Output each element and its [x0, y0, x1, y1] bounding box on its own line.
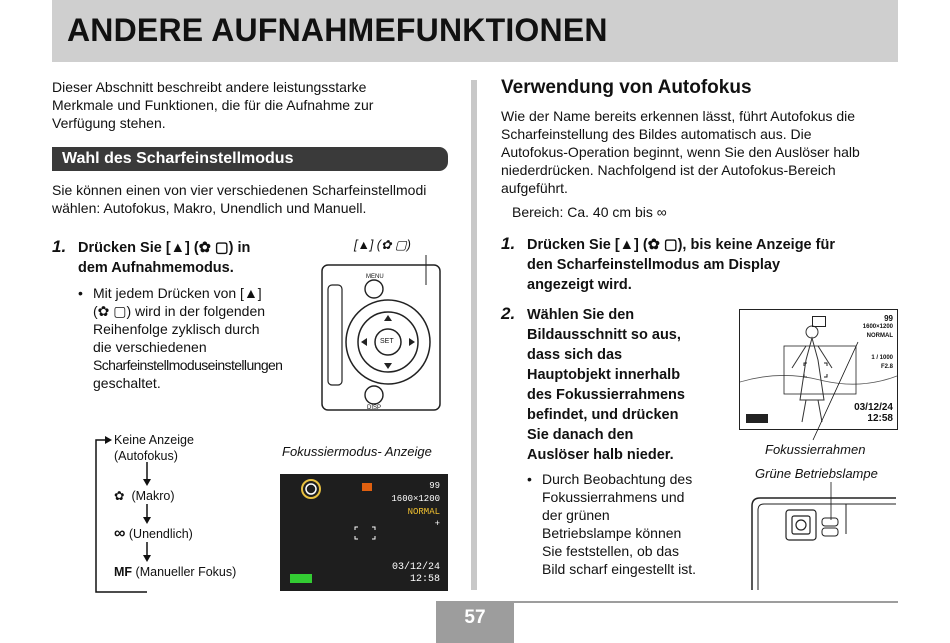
flow-label: Keine Anzeige: [114, 433, 194, 447]
left-intro: [52, 78, 373, 132]
step-text: [527, 305, 685, 465]
column-divider: [471, 80, 477, 590]
date: 03/12/24: [854, 402, 893, 413]
step-line: angezeigt wird.: [527, 277, 632, 293]
intro-line: aufgeführt.: [501, 180, 568, 196]
page-number: 57: [464, 607, 486, 628]
bullet-text: [542, 470, 696, 578]
bullet-dot: •: [527, 471, 532, 487]
time: 12:58: [409, 574, 440, 585]
quality: NORMAL: [866, 333, 893, 339]
footer-line: [514, 601, 898, 603]
flow-manual: [114, 564, 236, 580]
bullet-line: der grünen: [542, 507, 610, 523]
intro-line: Wie der Name bereits erkennen lässt, führt Autofokus die: [501, 108, 856, 124]
focus-mode-icon: [300, 478, 322, 500]
shutter-speed: 1 / 1000: [871, 355, 893, 361]
step-line: Wählen Sie den: [527, 307, 635, 323]
flow-label: (Unendlich): [128, 527, 193, 541]
step-line: Bildausschnitt so aus,: [527, 327, 681, 343]
focus-frame-pointer: [812, 340, 862, 442]
flow-label: (Manueller Fokus): [135, 565, 237, 579]
quality: NORMAL: [407, 507, 440, 517]
step-line: den Scharfeinstellmodus am Display: [527, 257, 781, 273]
bullet-line: Reihenfolge zyklisch durch: [93, 321, 260, 337]
bullet-line: Scharfeinstellmoduseinstellungen: [93, 357, 283, 373]
flow-autofocus: [114, 432, 194, 464]
step-line: befindet, und drücken: [527, 407, 679, 423]
section-heading-bar: [52, 147, 448, 171]
record-mode-icon: [362, 483, 372, 491]
intro-line: Scharfeinstellung des Bildes automatisch aus. Die: [501, 126, 812, 142]
intro-line: niederdrücken. Nachfolgend ist der Autofokus-Bereich: [501, 162, 836, 178]
date: 03/12/24: [391, 562, 440, 573]
section-text-line: wählen: Autofokus, Makro, Unendlich und Manuell.: [52, 200, 367, 216]
autofocus-heading: Verwendung von Autofokus: [501, 77, 752, 98]
step-line: dass sich das: [527, 347, 623, 363]
step-line: Drücken Sie [▲] (✿ ▢), bis keine Anzeige für: [527, 237, 835, 253]
viewfinder-illustration: [750, 494, 896, 592]
focus-frame: [354, 526, 376, 540]
step-text: [527, 235, 835, 295]
lcd-display: [280, 474, 448, 591]
step-line: Auslöser halb nieder.: [527, 447, 674, 463]
green-lamp-caption: Grüne Betriebslampe: [755, 466, 878, 481]
step-line: Drücken Sie [▲] (✿ ▢) in: [78, 240, 251, 256]
image-size: 1600×1200: [391, 494, 440, 504]
battery-icon: [290, 574, 312, 583]
section-text-line: Sie können einen von vier verschiedenen Scharfeinstellmodi: [52, 182, 427, 198]
bullet-line: Durch Beobachtung des: [542, 471, 693, 487]
step-line: dem Aufnahmemodus.: [78, 260, 234, 276]
page-number-box: [436, 601, 514, 643]
step-line: des Fokussierrahmens: [527, 387, 685, 403]
infinity-icon: ∞: [114, 525, 126, 542]
step-number: 1.: [52, 237, 67, 256]
autofocus-intro: [501, 107, 860, 197]
macro-icon: ✿: [114, 489, 125, 503]
page-header: [52, 0, 898, 62]
intro-line: Merkmale und Funktionen, die für die Aufnahme zur: [52, 97, 374, 113]
flow-label: (Makro): [131, 489, 175, 503]
flow-label: (Autofokus): [114, 449, 178, 463]
shot-count: 99: [884, 314, 893, 323]
mf-symbol: MF: [114, 565, 133, 579]
battery-icon: [746, 414, 768, 423]
intro-line: Verfügung stehen.: [52, 115, 166, 131]
set-label: SET: [380, 338, 394, 345]
section-text: [52, 181, 426, 217]
bullet-line: Mit jedem Drücken von [▲]: [93, 285, 262, 301]
focus-frame-caption: Fokussierrahmen: [765, 442, 866, 457]
step-line: Sie danach den: [527, 427, 634, 443]
page-title: ANDERE AUFNAHMEFUNKTIONEN: [67, 12, 608, 48]
flash-indicator: +: [434, 519, 440, 529]
shot-count: 99: [429, 481, 440, 491]
bullet-line: Bild scharf eingestellt ist.: [542, 561, 697, 577]
bullet-line: Fokussierrahmens und: [542, 489, 685, 505]
intro-line: Autofokus-Operation beginnt, wenn Sie den Auslöser halb: [501, 144, 860, 160]
step-number: 2.: [501, 304, 516, 323]
section-title: Wahl des Scharfeinstellmodus: [62, 150, 294, 167]
bullet-line: Betriebslampe können: [542, 525, 682, 541]
menu-label: MENU: [366, 274, 384, 280]
time: 12:58: [867, 413, 893, 424]
intro-line: Dieser Abschnitt beschreibt andere leistungsstarke: [52, 79, 367, 95]
bullet-line: geschaltet.: [93, 375, 161, 391]
bullet-text: [93, 284, 323, 392]
aperture: F2.8: [880, 364, 893, 370]
bullet-line: Sie feststellen, ob das: [542, 543, 679, 559]
step-number: 1.: [501, 234, 516, 253]
image-size: 1600×1200: [862, 324, 893, 330]
camera-button-label: [▲] (✿ ▢): [354, 238, 411, 252]
flow-macro: [114, 488, 175, 504]
step-line: Hauptobjekt innerhalb: [527, 367, 681, 383]
record-mode-icon: [812, 316, 826, 327]
bullet-line: (✿ ▢) wird in der folgenden: [93, 303, 266, 319]
bullet-dot: •: [78, 285, 83, 301]
bullet-line: die verschiedenen: [93, 339, 207, 355]
display-caption: Fokussiermodus- Anzeige: [282, 444, 432, 459]
focus-range: Bereich: Ca. 40 cm bis ∞: [512, 204, 667, 220]
disp-label: DISP: [367, 405, 382, 411]
step-text: [78, 238, 308, 278]
flow-infinity: [114, 526, 193, 542]
